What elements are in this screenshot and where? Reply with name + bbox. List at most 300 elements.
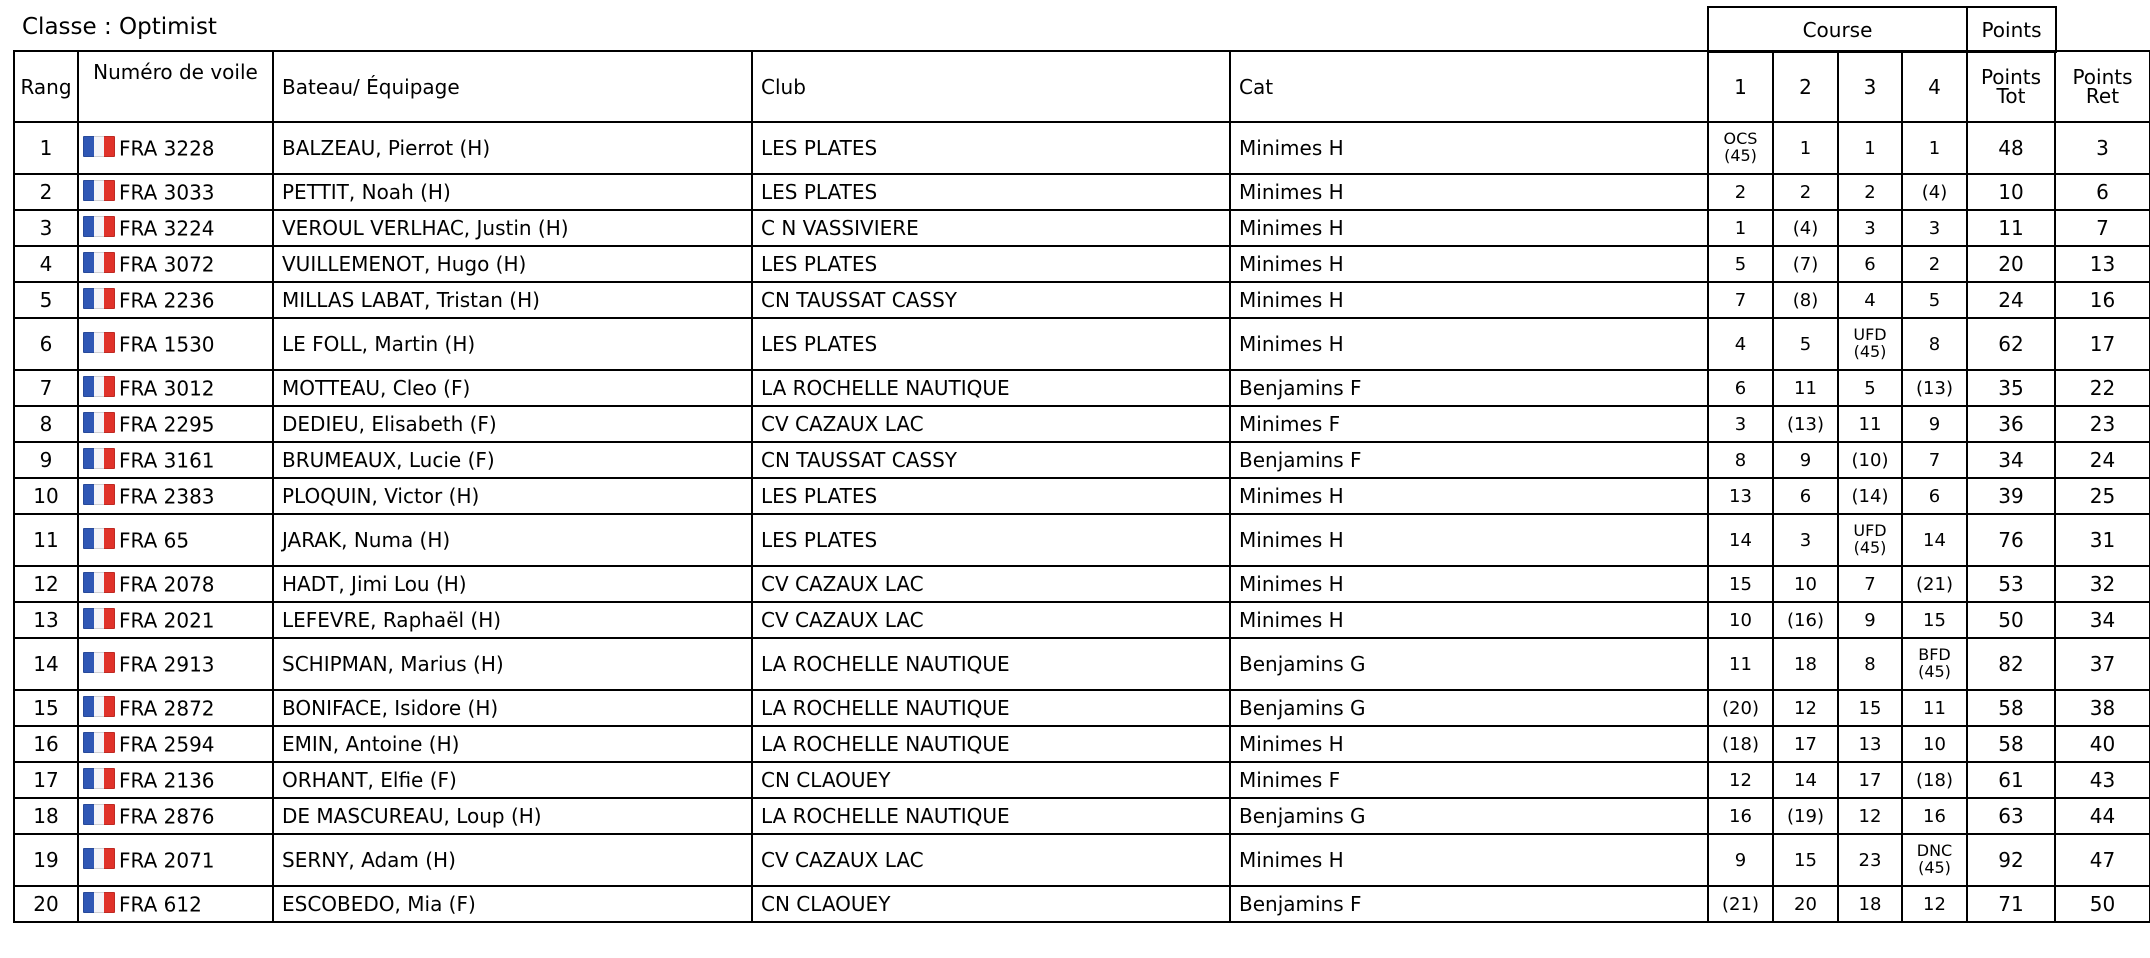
boat-crew-cell: VEROUL VERLHAC, Justin (H) [273, 210, 752, 246]
boat-crew-cell: JARAK, Numa (H) [273, 514, 752, 566]
race-4-cell: 3 [1902, 210, 1967, 246]
race-4-cell: 1 [1902, 122, 1967, 174]
france-flag-icon [83, 412, 115, 433]
race-4-cell: 15 [1902, 602, 1967, 638]
france-flag-icon [83, 892, 115, 913]
boat-crew-cell: SCHIPMAN, Marius (H) [273, 638, 752, 690]
rank-cell: 6 [14, 318, 78, 370]
sail-number-cell [78, 282, 273, 318]
race-3-cell: 18 [1838, 886, 1902, 922]
sail-number-text: FRA 3012 [119, 376, 215, 401]
rank-cell: 9 [14, 442, 78, 478]
rank-cell: 2 [14, 174, 78, 210]
race-penalty-code: DNC (45) [1916, 841, 1953, 877]
sail-number-cell [78, 566, 273, 602]
race-1-cell: (21) [1708, 886, 1773, 922]
points-total-cell: 62 [1967, 318, 2055, 370]
france-flag-icon [83, 732, 115, 753]
table-row [14, 798, 2150, 834]
club-cell: LA ROCHELLE NAUTIQUE [752, 726, 1230, 762]
sail-number-text: FRA 2913 [119, 652, 215, 677]
club-cell: LES PLATES [752, 122, 1230, 174]
race-4-cell: 7 [1902, 442, 1967, 478]
boat-crew-cell: LE FOLL, Martin (H) [273, 318, 752, 370]
race-4-cell: (18) [1902, 762, 1967, 798]
france-flag-icon [83, 804, 115, 825]
club-cell: CV CAZAUX LAC [752, 406, 1230, 442]
points-retained-cell: 23 [2055, 406, 2150, 442]
table-row [14, 638, 2150, 690]
race-3-cell: 15 [1838, 690, 1902, 726]
boat-crew-cell: MOTTEAU, Cleo (F) [273, 370, 752, 406]
sail-number-cell [78, 478, 273, 514]
race-3-cell: 7 [1838, 566, 1902, 602]
race-3-cell: 1 [1838, 122, 1902, 174]
table-row [14, 726, 2150, 762]
col-header-club: Club [752, 51, 1230, 122]
france-flag-icon [83, 448, 115, 469]
race-2-cell: 1 [1773, 122, 1838, 174]
points-total-cell: 58 [1967, 726, 2055, 762]
race-2-cell: 18 [1773, 638, 1838, 690]
table-row [14, 478, 2150, 514]
sail-number-cell [78, 762, 273, 798]
sail-number-text: FRA 2236 [119, 288, 215, 313]
club-cell: LA ROCHELLE NAUTIQUE [752, 370, 1230, 406]
race-4-cell: 2 [1902, 246, 1967, 282]
boat-crew-cell: PETTIT, Noah (H) [273, 174, 752, 210]
race-1-cell: (18) [1708, 726, 1773, 762]
category-cell: Minimes H [1230, 514, 1708, 566]
category-cell: Minimes H [1230, 122, 1708, 174]
race-3-cell: 17 [1838, 762, 1902, 798]
points-retained-cell: 6 [2055, 174, 2150, 210]
race-2-cell: 2 [1773, 174, 1838, 210]
points-total-cell: 82 [1967, 638, 2055, 690]
points-retained-line2: Ret [2085, 83, 2120, 108]
points-total-cell: 63 [1967, 798, 2055, 834]
sail-number-cell [78, 442, 273, 478]
table-row [14, 406, 2150, 442]
france-flag-icon [83, 376, 115, 397]
boat-crew-cell: EMIN, Antoine (H) [273, 726, 752, 762]
category-cell: Benjamins F [1230, 370, 1708, 406]
race-1-cell: 5 [1708, 246, 1773, 282]
club-cell: CN TAUSSAT CASSY [752, 282, 1230, 318]
sail-number-cell [78, 514, 273, 566]
france-flag-icon [83, 484, 115, 505]
sail-number-text: FRA 2021 [119, 608, 215, 633]
race-4-cell: 14 [1902, 514, 1967, 566]
france-flag-icon [83, 768, 115, 789]
race-penalty-code: BFD (45) [1918, 645, 1951, 681]
points-retained-cell: 22 [2055, 370, 2150, 406]
race-2-cell: (4) [1773, 210, 1838, 246]
race-2-cell: 14 [1773, 762, 1838, 798]
race-3-cell [1838, 514, 1902, 566]
rank-cell: 1 [14, 122, 78, 174]
points-retained-cell: 40 [2055, 726, 2150, 762]
points-retained-cell: 43 [2055, 762, 2150, 798]
race-2-cell: (7) [1773, 246, 1838, 282]
club-cell: LES PLATES [752, 318, 1230, 370]
race-4-cell: (4) [1902, 174, 1967, 210]
race-2-cell: (13) [1773, 406, 1838, 442]
points-total-cell: 24 [1967, 282, 2055, 318]
category-cell: Minimes F [1230, 762, 1708, 798]
france-flag-icon [83, 216, 115, 237]
club-cell: LA ROCHELLE NAUTIQUE [752, 798, 1230, 834]
rank-cell: 11 [14, 514, 78, 566]
rank-cell: 8 [14, 406, 78, 442]
race-1-cell: 11 [1708, 638, 1773, 690]
table-row [14, 282, 2150, 318]
sail-number-text: FRA 3033 [119, 180, 215, 205]
race-2-cell: (16) [1773, 602, 1838, 638]
table-row [14, 442, 2150, 478]
points-retained-cell: 32 [2055, 566, 2150, 602]
sail-number-text: FRA 65 [119, 528, 190, 553]
boat-crew-cell: BONIFACE, Isidore (H) [273, 690, 752, 726]
race-3-cell: (14) [1838, 478, 1902, 514]
table-row [14, 122, 2150, 174]
race-1-cell: 13 [1708, 478, 1773, 514]
race-1-cell: 10 [1708, 602, 1773, 638]
race-2-cell: 15 [1773, 834, 1838, 886]
points-total-cell: 48 [1967, 122, 2055, 174]
category-cell: Minimes H [1230, 210, 1708, 246]
rank-cell: 13 [14, 602, 78, 638]
rank-cell: 14 [14, 638, 78, 690]
sail-number-cell [78, 798, 273, 834]
boat-crew-cell: PLOQUIN, Victor (H) [273, 478, 752, 514]
class-title: Classe : Optimist [22, 14, 217, 40]
category-cell: Minimes H [1230, 834, 1708, 886]
points-retained-cell: 17 [2055, 318, 2150, 370]
table-row [14, 210, 2150, 246]
points-retained-cell: 25 [2055, 478, 2150, 514]
race-4-cell: 5 [1902, 282, 1967, 318]
race-2-cell: 10 [1773, 566, 1838, 602]
category-cell: Minimes H [1230, 602, 1708, 638]
race-2-cell: 20 [1773, 886, 1838, 922]
boat-crew-cell: BALZEAU, Pierrot (H) [273, 122, 752, 174]
race-3-cell: 4 [1838, 282, 1902, 318]
club-cell: LES PLATES [752, 514, 1230, 566]
race-2-cell: 17 [1773, 726, 1838, 762]
race-1-cell: (20) [1708, 690, 1773, 726]
boat-crew-cell: SERNY, Adam (H) [273, 834, 752, 886]
points-total-cell: 34 [1967, 442, 2055, 478]
sail-number-text: FRA 2295 [119, 412, 215, 437]
col-header-boat-crew: Bateau/ Équipage [273, 51, 752, 122]
race-4-cell: 8 [1902, 318, 1967, 370]
sail-number-cell [78, 690, 273, 726]
category-cell: Minimes H [1230, 174, 1708, 210]
points-retained-cell: 44 [2055, 798, 2150, 834]
points-retained-cell: 13 [2055, 246, 2150, 282]
race-4-cell: (13) [1902, 370, 1967, 406]
france-flag-icon [83, 288, 115, 309]
category-cell: Benjamins F [1230, 442, 1708, 478]
race-1-cell: 8 [1708, 442, 1773, 478]
race-2-cell: 11 [1773, 370, 1838, 406]
france-flag-icon [83, 180, 115, 201]
col-header-points-retained [2055, 51, 2150, 122]
race-1-cell: 16 [1708, 798, 1773, 834]
race-1-cell: 2 [1708, 174, 1773, 210]
table-row [14, 886, 2150, 922]
points-retained-cell: 38 [2055, 690, 2150, 726]
sail-number-text: FRA 2078 [119, 572, 215, 597]
rank-cell: 12 [14, 566, 78, 602]
rank-cell: 19 [14, 834, 78, 886]
points-total-line1: Points [1980, 64, 2042, 89]
category-cell: Minimes H [1230, 726, 1708, 762]
race-4-cell: 11 [1902, 690, 1967, 726]
race-4-cell [1902, 638, 1967, 690]
points-total-cell: 53 [1967, 566, 2055, 602]
points-retained-line1: Points [2072, 64, 2133, 89]
race-2-cell: 3 [1773, 514, 1838, 566]
race-3-cell: 9 [1838, 602, 1902, 638]
sail-number-text: FRA 2071 [119, 848, 215, 873]
club-cell: LES PLATES [752, 246, 1230, 282]
col-header-race-4: 4 [1902, 51, 1967, 122]
table-row [14, 762, 2150, 798]
sail-number-cell [78, 246, 273, 282]
rank-cell: 4 [14, 246, 78, 282]
table-row [14, 246, 2150, 282]
sail-number-text: FRA 3161 [119, 448, 215, 473]
france-flag-icon [83, 252, 115, 273]
points-total-cell: 61 [1967, 762, 2055, 798]
sail-number-cell [78, 638, 273, 690]
boat-crew-cell: DEDIEU, Elisabeth (F) [273, 406, 752, 442]
sail-number-text: FRA 3072 [119, 252, 215, 277]
rank-cell: 18 [14, 798, 78, 834]
table-header-row [14, 51, 2150, 122]
boat-crew-cell: VUILLEMENOT, Hugo (H) [273, 246, 752, 282]
race-4-cell: 6 [1902, 478, 1967, 514]
table-row [14, 318, 2150, 370]
table-row [14, 566, 2150, 602]
sail-number-cell [78, 122, 273, 174]
category-cell: Minimes H [1230, 246, 1708, 282]
boat-crew-cell: ESCOBEDO, Mia (F) [273, 886, 752, 922]
race-1-cell: 12 [1708, 762, 1773, 798]
points-retained-cell: 3 [2055, 122, 2150, 174]
club-cell: CN CLAOUEY [752, 886, 1230, 922]
race-3-cell: 2 [1838, 174, 1902, 210]
points-total-cell: 58 [1967, 690, 2055, 726]
france-flag-icon [83, 848, 115, 869]
table-row [14, 514, 2150, 566]
category-cell: Minimes H [1230, 478, 1708, 514]
race-3-cell: 5 [1838, 370, 1902, 406]
points-retained-cell: 16 [2055, 282, 2150, 318]
boat-crew-cell: LEFEVRE, Raphaël (H) [273, 602, 752, 638]
points-total-cell: 10 [1967, 174, 2055, 210]
race-2-cell: 5 [1773, 318, 1838, 370]
points-total-cell: 39 [1967, 478, 2055, 514]
sail-number-text: FRA 1530 [119, 332, 215, 357]
category-cell: Benjamins G [1230, 798, 1708, 834]
race-3-cell: 11 [1838, 406, 1902, 442]
sail-number-text: FRA 3228 [119, 136, 215, 161]
race-2-cell: (8) [1773, 282, 1838, 318]
points-total-cell: 50 [1967, 602, 2055, 638]
race-penalty-code: UFD (45) [1853, 325, 1887, 361]
club-cell: CV CAZAUX LAC [752, 566, 1230, 602]
col-header-sail-number: Numéro de voile [78, 51, 273, 122]
race-3-cell: 8 [1838, 638, 1902, 690]
race-1-cell: 7 [1708, 282, 1773, 318]
col-header-rank: Rang [14, 51, 78, 122]
rank-cell: 16 [14, 726, 78, 762]
points-retained-cell: 34 [2055, 602, 2150, 638]
boat-crew-cell: BRUMEAUX, Lucie (F) [273, 442, 752, 478]
rank-cell: 7 [14, 370, 78, 406]
race-1-cell: 6 [1708, 370, 1773, 406]
col-header-race-3: 3 [1838, 51, 1902, 122]
france-flag-icon [83, 332, 115, 353]
course-group-header: Course [1708, 7, 1967, 52]
sail-number-text: FRA 612 [119, 892, 202, 917]
race-penalty-code: UFD (45) [1853, 521, 1887, 557]
france-flag-icon [83, 136, 115, 157]
category-cell: Benjamins G [1230, 638, 1708, 690]
race-4-cell: 12 [1902, 886, 1967, 922]
results-table [13, 50, 2150, 923]
table-row [14, 690, 2150, 726]
race-2-cell: (19) [1773, 798, 1838, 834]
category-cell: Benjamins F [1230, 886, 1708, 922]
col-header-race-2: 2 [1773, 51, 1838, 122]
sail-number-text: FRA 2383 [119, 484, 215, 509]
race-1-cell: 4 [1708, 318, 1773, 370]
rank-cell: 5 [14, 282, 78, 318]
table-row [14, 834, 2150, 886]
race-4-cell [1902, 834, 1967, 886]
col-header-race-1: 1 [1708, 51, 1773, 122]
sail-number-text: FRA 2872 [119, 696, 215, 721]
rank-cell: 15 [14, 690, 78, 726]
race-3-cell: 6 [1838, 246, 1902, 282]
race-3-cell: 23 [1838, 834, 1902, 886]
race-1-cell: 15 [1708, 566, 1773, 602]
sail-number-cell [78, 726, 273, 762]
sail-number-cell [78, 834, 273, 886]
points-group-header: Points [1967, 7, 2056, 52]
boat-crew-cell: ORHANT, Elfie (F) [273, 762, 752, 798]
boat-crew-cell: DE MASCUREAU, Loup (H) [273, 798, 752, 834]
sail-number-text: FRA 2594 [119, 732, 215, 757]
sail-number-cell [78, 886, 273, 922]
points-retained-cell: 47 [2055, 834, 2150, 886]
results-body [14, 122, 2150, 922]
table-row [14, 370, 2150, 406]
points-total-cell: 76 [1967, 514, 2055, 566]
points-total-cell: 36 [1967, 406, 2055, 442]
club-cell: LA ROCHELLE NAUTIQUE [752, 690, 1230, 726]
points-retained-cell: 7 [2055, 210, 2150, 246]
points-total-cell: 20 [1967, 246, 2055, 282]
france-flag-icon [83, 528, 115, 549]
sail-number-text: FRA 3224 [119, 216, 215, 241]
col-header-category: Cat [1230, 51, 1708, 122]
category-cell: Minimes F [1230, 406, 1708, 442]
club-cell: CV CAZAUX LAC [752, 834, 1230, 886]
category-cell: Benjamins G [1230, 690, 1708, 726]
club-cell: LES PLATES [752, 478, 1230, 514]
points-total-cell: 92 [1967, 834, 2055, 886]
race-1-cell: 14 [1708, 514, 1773, 566]
category-cell: Minimes H [1230, 318, 1708, 370]
sail-number-cell [78, 406, 273, 442]
club-cell: CN TAUSSAT CASSY [752, 442, 1230, 478]
france-flag-icon [83, 608, 115, 629]
race-1-cell: 3 [1708, 406, 1773, 442]
race-3-cell: 13 [1838, 726, 1902, 762]
points-retained-cell: 37 [2055, 638, 2150, 690]
race-3-cell: 12 [1838, 798, 1902, 834]
club-cell: CV CAZAUX LAC [752, 602, 1230, 638]
france-flag-icon [83, 652, 115, 673]
points-retained-cell: 50 [2055, 886, 2150, 922]
club-cell: C N VASSIVIERE [752, 210, 1230, 246]
sail-number-cell [78, 210, 273, 246]
france-flag-icon [83, 696, 115, 717]
race-2-cell: 6 [1773, 478, 1838, 514]
sail-number-cell [78, 174, 273, 210]
boat-crew-cell: HADT, Jimi Lou (H) [273, 566, 752, 602]
race-1-cell: 9 [1708, 834, 1773, 886]
france-flag-icon [83, 572, 115, 593]
points-total-cell: 35 [1967, 370, 2055, 406]
column-group-header [1707, 6, 2057, 53]
race-1-cell [1708, 122, 1773, 174]
race-4-cell: 10 [1902, 726, 1967, 762]
rank-cell: 3 [14, 210, 78, 246]
category-cell: Minimes H [1230, 282, 1708, 318]
rank-cell: 20 [14, 886, 78, 922]
race-4-cell: 9 [1902, 406, 1967, 442]
category-cell: Minimes H [1230, 566, 1708, 602]
race-4-cell: 16 [1902, 798, 1967, 834]
points-total-line2: Tot [1996, 83, 2026, 108]
race-3-cell [1838, 318, 1902, 370]
sail-number-cell [78, 602, 273, 638]
race-2-cell: 12 [1773, 690, 1838, 726]
col-header-points-total [1967, 51, 2055, 122]
club-cell: CN CLAOUEY [752, 762, 1230, 798]
sail-number-text: FRA 2876 [119, 804, 215, 829]
race-4-cell: (21) [1902, 566, 1967, 602]
sail-number-text: FRA 2136 [119, 768, 215, 793]
table-row [14, 602, 2150, 638]
race-3-cell: 3 [1838, 210, 1902, 246]
rank-cell: 10 [14, 478, 78, 514]
sail-number-cell [78, 370, 273, 406]
table-row [14, 174, 2150, 210]
race-penalty-code: OCS (45) [1723, 129, 1758, 165]
race-2-cell: 9 [1773, 442, 1838, 478]
points-retained-cell: 24 [2055, 442, 2150, 478]
rank-cell: 17 [14, 762, 78, 798]
sail-number-cell [78, 318, 273, 370]
boat-crew-cell: MILLAS LABAT, Tristan (H) [273, 282, 752, 318]
